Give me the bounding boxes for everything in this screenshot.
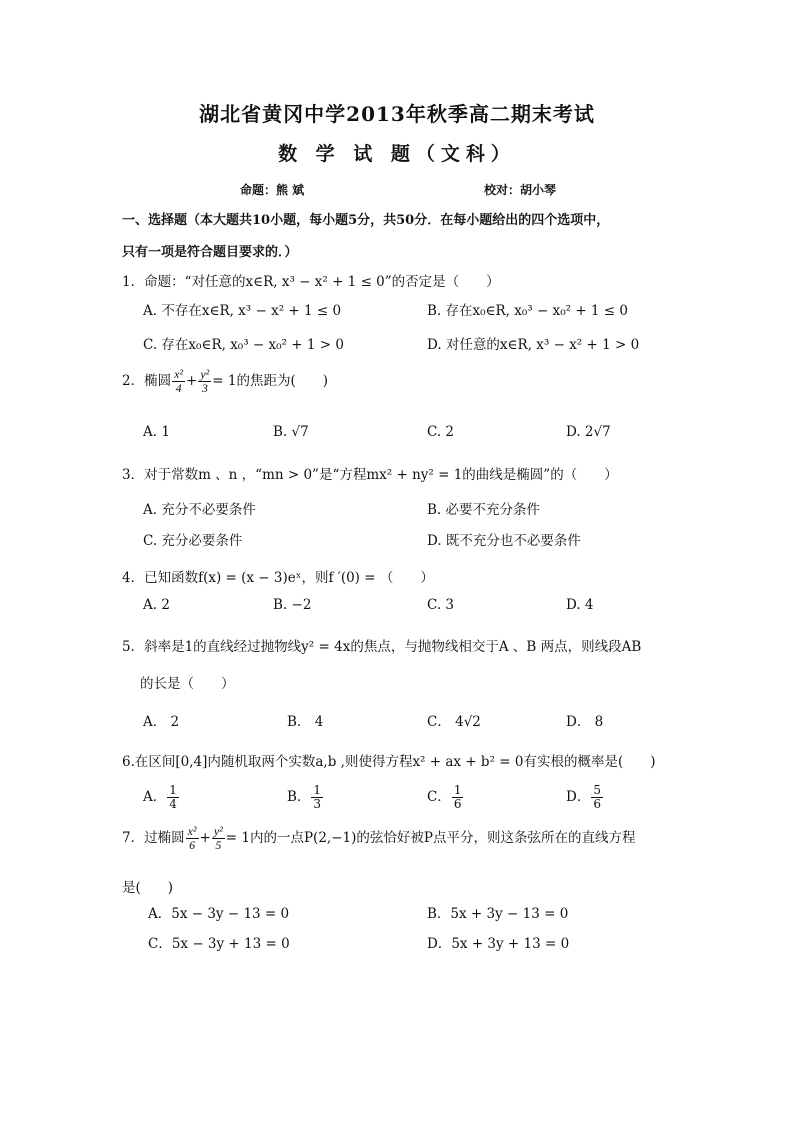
q6-b-label: B．: [287, 789, 311, 805]
q2-frac-x-den: 4: [175, 381, 182, 395]
q6-option-d: [566, 784, 604, 811]
proofreader: 校对：胡小琴: [484, 183, 557, 197]
q6-a-den: 4: [169, 797, 177, 811]
q4-option-b: B. −2: [273, 597, 312, 613]
q6-option-c: [427, 784, 464, 811]
q4-option-a: A. 2: [143, 597, 170, 613]
q7-fraction-y: [212, 825, 225, 852]
q7-frac-x-den: 6: [189, 838, 196, 852]
q1-option-b: B. 存在x₀∈R, x₀³ − x₀² + 1 ≤ 0: [427, 303, 629, 319]
q3-option-a: A. 充分不必要条件: [143, 502, 256, 518]
q7-option-a: A．5x − 3y − 13 = 0: [148, 906, 290, 922]
q6-b-num: 1: [313, 783, 322, 797]
page-title: 湖北省黄冈中学2013年秋季高二期末考试: [199, 102, 595, 126]
q6-c-den: 6: [453, 797, 462, 811]
q3-option-d: D. 既不充分也不必要条件: [427, 533, 581, 549]
q6-b-den: 3: [313, 797, 322, 811]
author: 命题：熊 斌: [240, 183, 305, 197]
question-4: 4．已知函数f(x) = (x − 3)eˣ，则f ′(0) = （ ）: [122, 570, 434, 586]
q2-suffix: = 1的焦距为( ): [212, 373, 329, 389]
page-subtitle: 数 学 试 题（文科）: [278, 143, 516, 165]
q2-frac-y-num: y²: [200, 367, 210, 381]
q6-a-fraction: [167, 784, 179, 811]
question-3: 3．对于常数m 、n ，“mn > 0”是“方程mx² + ny² = 1的曲线是椭圆”的（ ）: [122, 467, 618, 483]
q3-option-b: B. 必要不充分条件: [427, 502, 541, 518]
q6-d-num: 5: [593, 783, 601, 797]
q7-option-b: B．5x + 3y − 13 = 0: [427, 906, 569, 922]
q2-option-a: A. 1: [143, 424, 170, 440]
q5-option-b: B． 4: [287, 714, 324, 730]
q7-fraction-x: [186, 825, 199, 852]
q6-a-num: 1: [169, 783, 177, 797]
question-5-cont: 的长是（ ）: [140, 676, 235, 692]
q2-frac-y-den: 3: [201, 381, 208, 395]
q6-c-fraction: [452, 784, 464, 811]
q5-option-c: C． 4√2: [427, 714, 481, 730]
q6-d-den: 6: [593, 797, 601, 811]
q2-fraction-y: [198, 368, 211, 395]
q7-prefix: 7．过椭圆: [122, 830, 185, 846]
q6-a-label: A．: [143, 789, 167, 805]
section-heading: 一、选择题（本大题共10小题，每小题5分，共50分．在每小题给出的四个选项中，: [122, 213, 610, 228]
question-6: 6.在区间[0,4]内随机取两个实数a,b ,则使得方程x² + ax + b² = 0有实根的概率是( ): [122, 754, 656, 770]
question-7-cont: 是( ): [122, 880, 174, 896]
q7-option-c: C．5x − 3y + 13 = 0: [148, 936, 290, 952]
q5-option-a: A． 2: [143, 714, 180, 730]
q1-option-a: A. 不存在x∈R, x³ − x² + 1 ≤ 0: [143, 303, 342, 319]
q6-b-fraction: [311, 784, 323, 811]
q6-option-b: [287, 784, 324, 811]
question-5: 5．斜率是1的直线经过抛物线y² = 4x的焦点，与抛物线相交于A 、B 两点，则线段AB: [122, 639, 642, 655]
q2-prefix: 2．椭圆: [122, 373, 172, 389]
q3-option-c: C. 充分必要条件: [143, 533, 243, 549]
question-1: 1．命题：“对任意的x∈R, x³ − x² + 1 ≤ 0”的否定是（ ）: [122, 274, 500, 290]
q7-frac-y-den: 5: [215, 838, 222, 852]
q6-d-fraction: [591, 784, 603, 811]
q2-option-b: B. √7: [273, 424, 309, 440]
q6-c-label: C．: [427, 789, 451, 805]
section-heading-cont: 只有一项是符合题目要求的．）: [122, 245, 298, 260]
q1-option-d: D. 对任意的x∈R, x³ − x² + 1 > 0: [427, 337, 640, 353]
q2-fraction-x: [172, 368, 185, 395]
q2-frac-x-num: x²: [174, 367, 184, 381]
q7-suffix: = 1内的一点P(2,−1)的弦恰好被P点平分，则这条弦所在的直线方程: [225, 830, 636, 846]
q4-option-d: D. 4: [566, 597, 594, 613]
q2-option-c: C. 2: [427, 424, 455, 440]
q4-option-c: C. 3: [427, 597, 455, 613]
q7-frac-y-num: y²: [213, 824, 223, 838]
q6-option-a: [143, 784, 180, 811]
q6-c-num: 1: [453, 783, 462, 797]
q7-frac-x-num: x²: [187, 824, 197, 838]
question-7: 7．过椭圆 $\frac{\text{x²}}{6}$ + $\frac{\text{y²}}{5}$ = 1内的一点P(2,−1)的弦恰好被P点平分，则这条弦所在的直线方程: [122, 824, 636, 852]
q1-option-c: C. 存在x₀∈R, x₀³ − x₀² + 1 > 0: [143, 337, 344, 353]
q7-option-d: D．5x + 3y + 13 = 0: [427, 936, 570, 952]
q6-d-label: D．: [566, 789, 591, 805]
q5-option-d: D． 8: [566, 714, 604, 730]
question-2: 2．椭圆 $\frac{\text{x²}}{4}$ + $\frac{\text{y²}}{3}$ = 1的焦距为( ): [122, 367, 329, 395]
q2-option-d: D. 2√7: [566, 424, 611, 440]
